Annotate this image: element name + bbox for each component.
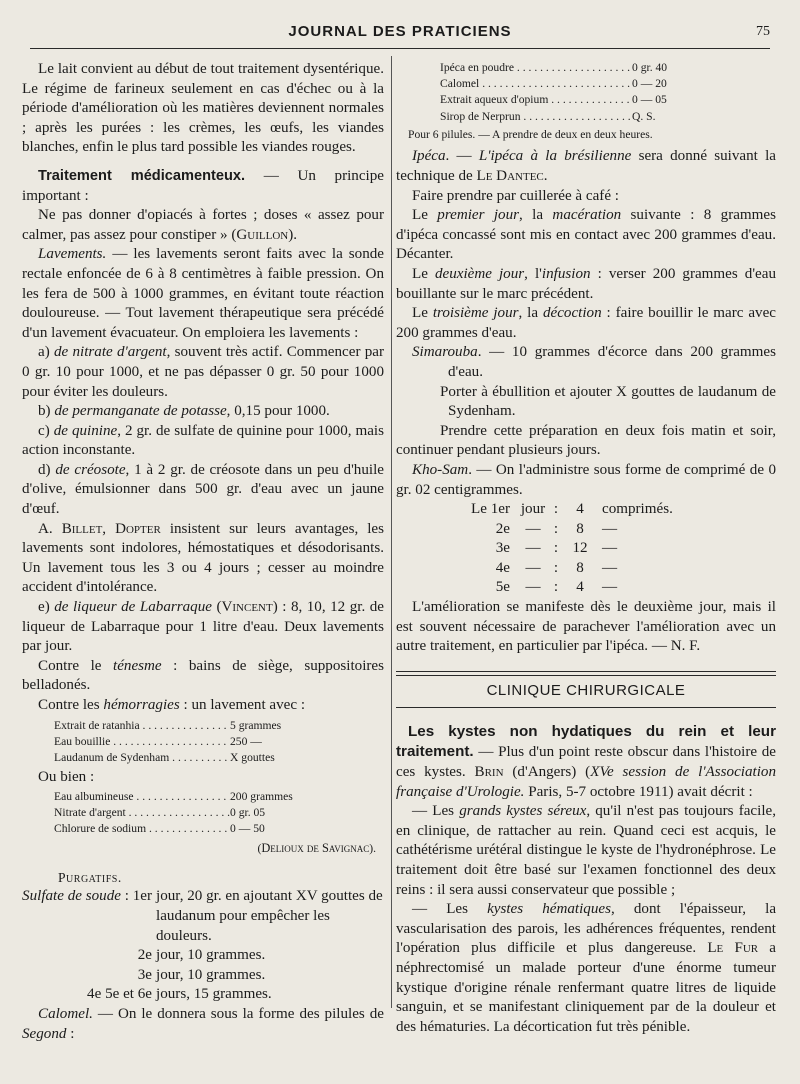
- term: décoction: [542, 305, 602, 322]
- day: 1er: [132, 888, 152, 905]
- day: 5e: [495, 579, 510, 596]
- prendre-paragraph: Prendre cette préparation en deux fois matin et soir, continuer pendant plusieurs jours.: [396, 422, 776, 459]
- recipe-attribution: (Delioux de Savignac).: [257, 841, 376, 856]
- dosage-table: [454, 500, 776, 598]
- article-lead: [396, 722, 776, 802]
- quantity: 0 — 20: [632, 77, 667, 91]
- recipe-row: [440, 92, 776, 108]
- recipe-row: [54, 718, 384, 734]
- ou-bien: Ou bien :: [38, 768, 95, 785]
- section-title: CLINIQUE CHIRURGICALE: [486, 681, 686, 699]
- quantity: 200 grammes: [230, 790, 293, 804]
- term: hémorragies: [103, 697, 180, 713]
- text: A.: [38, 520, 62, 537]
- item-letter: c): [38, 422, 54, 439]
- text: Ne pas donner d'opiacés à fortes ; doses « assez pour calmer, pas assez pour constiper » (: [22, 207, 384, 243]
- quantity: 0 gr. 05: [230, 806, 266, 820]
- text: : 8, 10, 12 gr. de liqueur de Labarraque pour 1 litre d'eau. Deux lavements par jour.: [22, 599, 384, 655]
- section-banner: [396, 671, 776, 708]
- journal-title: JOURNAL DES PRATICIENS: [288, 23, 512, 40]
- term: Kho-Sam: [412, 461, 469, 478]
- day: Le 1er: [471, 501, 510, 518]
- simarouba-paragraph: [396, 343, 776, 382]
- term: infusion: [541, 265, 591, 282]
- quantity: 0 — 50: [230, 822, 265, 836]
- text: , 1 à 2 gr. de créosote dans un peu d'huile d'olive, émulsionner dans 500 gr. d'eau avec un jaune d'œuf.: [22, 461, 384, 518]
- item-letter: b): [38, 403, 55, 420]
- dosage-row: [454, 578, 776, 598]
- porter-paragraph: Porter à ébullition et ajouter X gouttes de laudanum de Sydenham.: [440, 383, 776, 420]
- item-a: [22, 343, 384, 402]
- term: deuxième jour: [434, 265, 525, 282]
- text: Le: [412, 207, 438, 224]
- lavements-paragraph: [22, 245, 384, 343]
- ingredient: Laudanum de Sydenham . . .: [54, 750, 230, 766]
- count: 4: [576, 579, 584, 596]
- text: , 2 gr. de sulfate de quinine pour 1000, mais action inconstante.: [22, 422, 385, 459]
- kystes-sereux-paragraph: [396, 802, 776, 900]
- text: Contre les: [38, 697, 104, 713]
- term: de permanganate de potasse: [54, 403, 227, 420]
- day: 3e: [495, 540, 510, 557]
- jour2-paragraph: [396, 265, 776, 304]
- separator: :: [553, 540, 559, 557]
- ingredient: Eau bouillie . . .: [54, 734, 230, 750]
- ingredient: Extrait aqueux d'opium . . .: [440, 92, 632, 108]
- banner-rule: [396, 675, 776, 676]
- author-name: Brin: [474, 764, 504, 781]
- text: , l': [524, 265, 542, 282]
- unit: —: [602, 520, 618, 537]
- count: 12: [572, 540, 588, 557]
- recipe-row: [440, 60, 776, 76]
- count: 8: [576, 520, 584, 537]
- text: : faire bouillir le marc avec 200 grammes d'eau.: [396, 305, 777, 341]
- text: , la: [518, 305, 543, 322]
- text: insistent sur leurs avantages, les lavements sont indolores, hémostatiques et désodorisants. Un lavement tous les 3 ou 4 jours ; cesser au moindre accident d'intolérance.: [22, 520, 384, 596]
- quantity: 250 —: [230, 734, 262, 748]
- banner-rule: [396, 707, 776, 708]
- column-divider: [391, 56, 392, 1008]
- text: — Plus d'un point reste obscur dans l'histoire de ces kystes.: [396, 744, 776, 781]
- day-word: —: [525, 559, 541, 576]
- unit: —: [602, 559, 618, 576]
- text: . —: [445, 148, 479, 165]
- text: , dont l'épaisseur, la vascularisation des parois, les adhérences fréquentes, rendent l'opération plus difficile et plus dangereuse.: [396, 901, 777, 957]
- separator: :: [553, 559, 559, 576]
- jour1-paragraph: [396, 206, 776, 265]
- recipe-pilules: [440, 60, 776, 125]
- schedule-row: [22, 985, 384, 1005]
- text: .: [543, 168, 548, 184]
- item-e: e) de liqueur de Labarraque (Vincent) : 8, 10, 12 gr. de liqueur de Labarraque pour 1 litre d'eau. Deux lavements par jour.: [22, 599, 384, 655]
- recipe-row: [440, 76, 776, 92]
- quantity: Q. S.: [632, 109, 656, 123]
- schedule-text: jour, 10 grammes.: [156, 966, 266, 983]
- author-name: Guillon: [236, 226, 289, 243]
- text: . — On l'administre sous forme de comprimé de 0 gr. 02 centigrammes.: [396, 461, 776, 498]
- text: : verser 200 grammes d'eau bouillante sur le marc précédent.: [396, 265, 776, 302]
- item-d: [22, 461, 384, 520]
- day-word: —: [525, 520, 541, 537]
- text: — Les: [412, 901, 488, 918]
- item-letter: a): [38, 344, 54, 361]
- item-letter: e): [38, 599, 55, 616]
- schedule-text: jour, 20 gr. en ajoutant XV gouttes de laudanum pour empêcher les douleurs.: [156, 888, 383, 944]
- purgatifs-heading: Purgatifs.: [58, 869, 122, 885]
- intro-paragraph: Le lait convient au début de tout traitement dysentérique. Le régime de farineux seulement en cas d'échec ou à la période d'amélioration où les matières deviennent normales ; après les purées : les crèmes, les œufs, les viandes blanches, enfin le plus tard possible les viandes rouges.: [22, 61, 384, 156]
- text: (d'Angers) (: [503, 764, 591, 781]
- recipe-row: [54, 805, 384, 821]
- schedule-row: [22, 946, 384, 966]
- term: troisième jour: [432, 305, 519, 322]
- author-name: Billet, Dopter: [61, 520, 161, 537]
- cuilleree-paragraph: Faire prendre par cuillerée à café :: [412, 187, 619, 204]
- separator: :: [553, 579, 559, 596]
- text: Contre le: [38, 657, 114, 674]
- ingredient: Calomel . . .: [440, 76, 632, 92]
- right-column: [396, 60, 776, 1037]
- ingredient: Ipéca en poudre . . .: [440, 60, 632, 76]
- text: a néphrectomisé un malade porteur d'une énorme tumeur kystique d'origine rénale renfermant quatre litres de liquide sanguin, et se manifestant cliniquement par de la douleur et des hématuries. La décortication fut très pénible.: [396, 940, 776, 1035]
- billet-paragraph: [22, 520, 384, 598]
- text: — On le donnera sous la forme des pilules de: [92, 1005, 384, 1022]
- day-word: jour: [520, 501, 546, 518]
- day-word: —: [525, 540, 541, 557]
- ingredient: Nitrate d'argent . . .: [54, 805, 230, 821]
- kystes-hematiques-paragraph: [396, 900, 776, 1037]
- text: , la: [519, 207, 553, 224]
- text: , qu'il n'est pas toujours facile, en clinique, de rattacher au rein. Quand ceci est acquis, le cathétérisme urétéral distingue le kyste de l'hydronéphrose. Le traitement doit être basé sur l'examen fonctionnel des deux reins : il sera aussi conservateur que possible ;: [396, 803, 776, 898]
- term: kystes hématiques: [487, 901, 611, 918]
- separator: :: [553, 501, 559, 518]
- tenesme-paragraph: [22, 657, 384, 696]
- day: 3e: [137, 966, 152, 983]
- schedule-row: [22, 966, 384, 986]
- term: de quinine: [53, 422, 118, 439]
- term: Simarouba: [412, 344, 478, 361]
- page-number: 75: [756, 24, 770, 39]
- running-head: [30, 18, 770, 48]
- recipe-row: [54, 734, 384, 750]
- term: ténesme: [113, 657, 162, 674]
- day: 4e: [495, 559, 510, 576]
- term: grands kystes séreux: [459, 803, 587, 820]
- term: de nitrate d'argent: [53, 344, 167, 361]
- unit: comprimés.: [602, 501, 673, 518]
- dosage-row: [454, 520, 776, 540]
- term: Lavements.: [38, 246, 107, 263]
- quantity: X gouttes: [230, 750, 275, 764]
- text: Le: [412, 265, 435, 282]
- header-rule: [30, 48, 770, 49]
- unit: —: [602, 579, 618, 596]
- term: macération: [552, 207, 622, 224]
- term: Calomel.: [38, 1005, 93, 1022]
- term: premier jour: [437, 207, 520, 224]
- ingredient: Extrait de ratanhia . . .: [54, 718, 230, 734]
- term: Sulfate de soude: [22, 888, 121, 905]
- schedule-text: jours, 15 grammes.: [156, 986, 272, 1003]
- count: 4: [576, 501, 584, 518]
- recipe-hemorragies: [54, 718, 384, 766]
- heading-text: — Un principe important :: [22, 167, 384, 204]
- item-b: [22, 402, 384, 422]
- schedule-label: Sulfate de soude : 1er: [22, 888, 152, 905]
- opiaces-paragraph: [22, 206, 384, 245]
- day: 2e: [137, 947, 152, 964]
- recipe-instruction: Pour 6 pilules. — A prendre de deux en deux heures.: [408, 127, 653, 141]
- recipe-row: [54, 789, 384, 805]
- author-name: Le Fur: [707, 940, 759, 957]
- text: suivante : 8 grammes d'ipéca concassé sont mis en contact avec 200 grammes d'eau. Décanter.: [396, 207, 776, 263]
- text: . — 10 grammes d'écorce dans 200 grammes d'eau.: [448, 344, 776, 380]
- citation: XVe session de l'Association française d'Urologie.: [396, 764, 776, 800]
- text: :: [66, 1025, 75, 1042]
- traitement-heading: [22, 167, 384, 206]
- ingredient: Eau albumineuse . . .: [54, 789, 230, 805]
- text: , souvent très actif. Commencer par 0 gr. 10 pour 1000, et ne pas dépasser 0 gr. 50 pour 1000 pour éviter les douleurs.: [22, 344, 385, 400]
- term: de liqueur de Labarraque: [54, 599, 212, 616]
- text: , 0,15 pour 1000.: [226, 403, 330, 420]
- text: Paris, 5-7 octobre 1911) avait décrit :: [524, 783, 753, 800]
- section-heading: Traitement médicamenteux.: [38, 167, 246, 184]
- text: : un lavement avec :: [179, 697, 306, 713]
- schedule-row: [22, 887, 384, 946]
- count: 8: [576, 559, 584, 576]
- khosam-paragraph: [396, 461, 776, 500]
- ingredient: Chlorure de sodium . . .: [54, 821, 230, 837]
- calomel-paragraph: [22, 1005, 384, 1044]
- amelioration-paragraph: L'amélioration se manifeste dès le deuxième jour, mais il est souvent nécessaire de parachever l'amélioration avec un autre traitement, en particulier par l'ipéca. — N. F.: [396, 599, 776, 655]
- recipe-albumineuse: [54, 789, 384, 837]
- article-title: Les kystes non hydatiques du rein et leur traitement.: [396, 722, 776, 761]
- text: Le: [412, 305, 433, 322]
- unit: —: [602, 540, 618, 557]
- text: — Les: [412, 803, 460, 820]
- quantity: 5 grammes: [230, 718, 282, 732]
- day-word: —: [525, 579, 541, 596]
- jour3-paragraph: [396, 304, 776, 343]
- schedule-text: jour, 10 grammes.: [156, 947, 266, 964]
- day: 2e: [495, 520, 510, 537]
- day: 4e 5e et 6e: [87, 986, 152, 1003]
- quantity: 0 — 05: [632, 93, 667, 107]
- text: : bains de siège, suppositoires belladonés.: [22, 657, 384, 694]
- recipe-row: [54, 750, 384, 766]
- item-letter: d): [38, 461, 56, 478]
- dosage-row: [454, 500, 776, 520]
- term: Ipéca: [412, 148, 446, 165]
- dosage-row: [454, 539, 776, 559]
- left-column: [22, 60, 384, 1044]
- hemorragies-paragraph: [22, 696, 384, 716]
- text: sera donné suivant la technique de: [396, 148, 777, 184]
- author-name: Segond: [22, 1025, 67, 1042]
- term: L'ipéca à la brésilienne: [478, 148, 632, 165]
- term: de créosote: [55, 461, 126, 478]
- separator: :: [553, 520, 559, 537]
- quantity: 0 gr. 40: [632, 61, 668, 74]
- recipe-row: [54, 821, 384, 837]
- recipe-row: [440, 109, 776, 125]
- author-name: Le Dantec: [476, 168, 544, 184]
- item-c: [22, 422, 384, 461]
- ipeca-paragraph: [396, 147, 776, 186]
- text: — les lavements seront faits avec la sonde rectale enfoncée de 6 à 8 centimètres à faible pression. On les fera de 500 à 1000 grammes, en évitant toute réaction douloureuse. — Tout lavement thérapeutique sera précédé d'un lavement évacuateur. On emploiera les lavements :: [22, 246, 384, 341]
- text: ).: [288, 226, 298, 243]
- dosage-row: [454, 559, 776, 579]
- author-name: Vincent: [221, 599, 273, 616]
- ingredient: Sirop de Nerprun . . .: [440, 109, 632, 125]
- author-name: Delioux de Savignac: [261, 841, 370, 856]
